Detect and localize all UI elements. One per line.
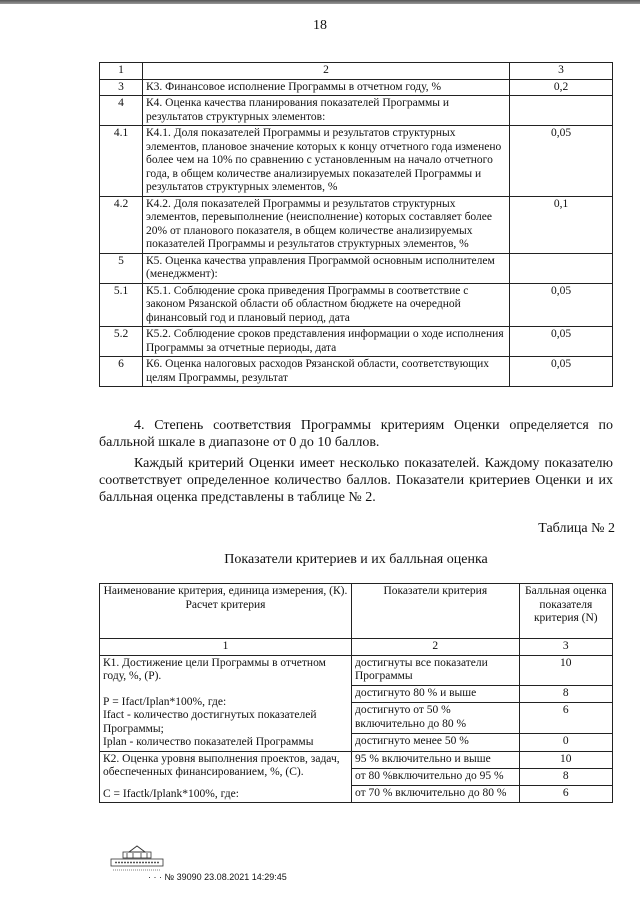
row-text: К5.1. Соблюдение срока приведения Программы в соответствие с законом Рязанской области об областном бюджете на очередной финансовый год и плановый период, дата [143, 283, 510, 327]
scan-top-edge [0, 0, 640, 4]
score-cell: 10 [519, 655, 612, 686]
table-row [100, 751, 613, 768]
row-text: К4.1. Доля показателей Программы и результатов структурных элементов, плановое значение которых к концу отчетного года изменено более чем на 10% по сравнению с установленным на начало отчетного года, в общем количестве анализируемых показателей Программы и результатов структурных элементов, % [143, 126, 510, 197]
row-value: 0,05 [510, 126, 613, 197]
indicator-cell: от 70 % включительно до 80 % [351, 785, 519, 802]
row-number: 3 [100, 79, 143, 96]
table-title: Показатели критериев и их балльная оценка [224, 552, 488, 567]
table-row [100, 196, 613, 253]
row-number: 5 [100, 253, 143, 283]
score-cell: 6 [519, 785, 612, 802]
head-cell-indicator: Показатели критерия [351, 584, 519, 639]
row-number: 4 [100, 96, 143, 126]
criterion-k1-cell [100, 655, 352, 751]
score-cell: 6 [519, 703, 612, 734]
indicator-cell: достигнуто 80 % и выше [351, 686, 519, 703]
indicator-cell: достигнуты все показатели Программы [351, 655, 519, 686]
indicator-cell: достигнуто менее 50 % [351, 734, 519, 751]
row-text: К4. Оценка качества планирования показателей Программы и результатов структурных элементов: [143, 96, 510, 126]
criterion-k1-desc: Iplan - количество показателей Программы [103, 736, 314, 748]
score-cell: 0 [519, 734, 612, 751]
paragraph-criteria: Каждый критерий Оценки имеет несколько показателей. Каждому показателю соответствует определенное количество баллов. Показатели критериев Оценки и их балльная оценка представлены в таблице № 2. [99, 456, 613, 505]
row-value [510, 253, 613, 283]
registry-stamp-icon [109, 844, 165, 874]
row-value [510, 96, 613, 126]
table-row [100, 655, 613, 686]
table-row [100, 327, 613, 357]
header-cell: 1 [100, 63, 143, 80]
row-value: 0,05 [510, 283, 613, 327]
criterion-k2-formula: С = Ifactk/Iplank*100%, где: [103, 787, 239, 800]
table-row [100, 79, 613, 96]
criteria-scores-table [99, 583, 613, 803]
row-text: К5.2. Соблюдение сроков представления информации о ходе исполнения Программы за отчетные периоды, дата [143, 327, 510, 357]
criterion-k2-cell [100, 751, 352, 803]
row-number: 5.2 [100, 327, 143, 357]
table-head-row [100, 584, 613, 639]
head-cell-score: Балльная оценка показателя критерия (N) [519, 584, 612, 639]
row-text: К4.2. Доля показателей Программы и результатов структурных элементов, перевыполнение (неисполнение) которых составляет более 20% от планового показателя, в общем количестве анализируемых показателей Программы и результатов структурных элементов, % [143, 196, 510, 253]
score-cell: 8 [519, 768, 612, 785]
indicator-cell: достигнуто от 50 % включительно до 80 % [351, 703, 519, 734]
criterion-k2-name: К2. Оценка уровня выполнения проектов, задач, обеспеченных финансированием, %, (С). [103, 752, 340, 778]
header-cell: 3 [510, 63, 613, 80]
table-row [100, 357, 613, 387]
row-value: 0,05 [510, 327, 613, 357]
table-row [100, 126, 613, 197]
criterion-k1-desc: Ifact - количество достигнутых показателей Программы; [103, 709, 317, 735]
row-value: 0,1 [510, 196, 613, 253]
row-text: К3. Финансовое исполнение Программы в отчетном году, % [143, 79, 510, 96]
row-text: К5. Оценка качества управления Программой основным исполнителем (менеджмент): [143, 253, 510, 283]
table-row [100, 253, 613, 283]
score-cell: 10 [519, 751, 612, 768]
table-header-row [100, 63, 613, 80]
criterion-k1-name: К1. Достижение цели Программы в отчетном году, %, (Р). [103, 656, 326, 682]
row-number: 4.1 [100, 126, 143, 197]
registration-footer: · · · № 39090 23.08.2021 14:29:45 [148, 872, 287, 882]
colnum-cell: 3 [519, 639, 612, 656]
row-value: 0,2 [510, 79, 613, 96]
row-number: 5.1 [100, 283, 143, 327]
colnum-cell: 2 [351, 639, 519, 656]
indicator-cell: от 80 %включительно до 95 % [351, 768, 519, 785]
criterion-k1-formula: Р = Ifact/Iplan*100%, где: [103, 695, 227, 708]
table-number: Таблица № 2 [538, 521, 615, 536]
criteria-weights-table [99, 62, 613, 387]
colnum-cell: 1 [100, 639, 352, 656]
table-row [100, 96, 613, 126]
header-cell: 2 [143, 63, 510, 80]
row-number: 4.2 [100, 196, 143, 253]
head-cell-criterion: Наименование критерия, единица измерения, (К). Расчет критерия [100, 584, 352, 639]
table-row [100, 283, 613, 327]
page-number: 18 [313, 18, 327, 33]
paragraph-scale: 4. Степень соответствия Программы критериям Оценки определяется по балльной шкале в диапазоне от 0 до 10 баллов. [99, 418, 613, 450]
row-value: 0,05 [510, 357, 613, 387]
indicator-cell: 95 % включительно и выше [351, 751, 519, 768]
row-text: К6. Оценка налоговых расходов Рязанской области, соответствующих целям Программы, результат [143, 357, 510, 387]
row-number: 6 [100, 357, 143, 387]
table-colnum-row [100, 639, 613, 656]
score-cell: 8 [519, 686, 612, 703]
